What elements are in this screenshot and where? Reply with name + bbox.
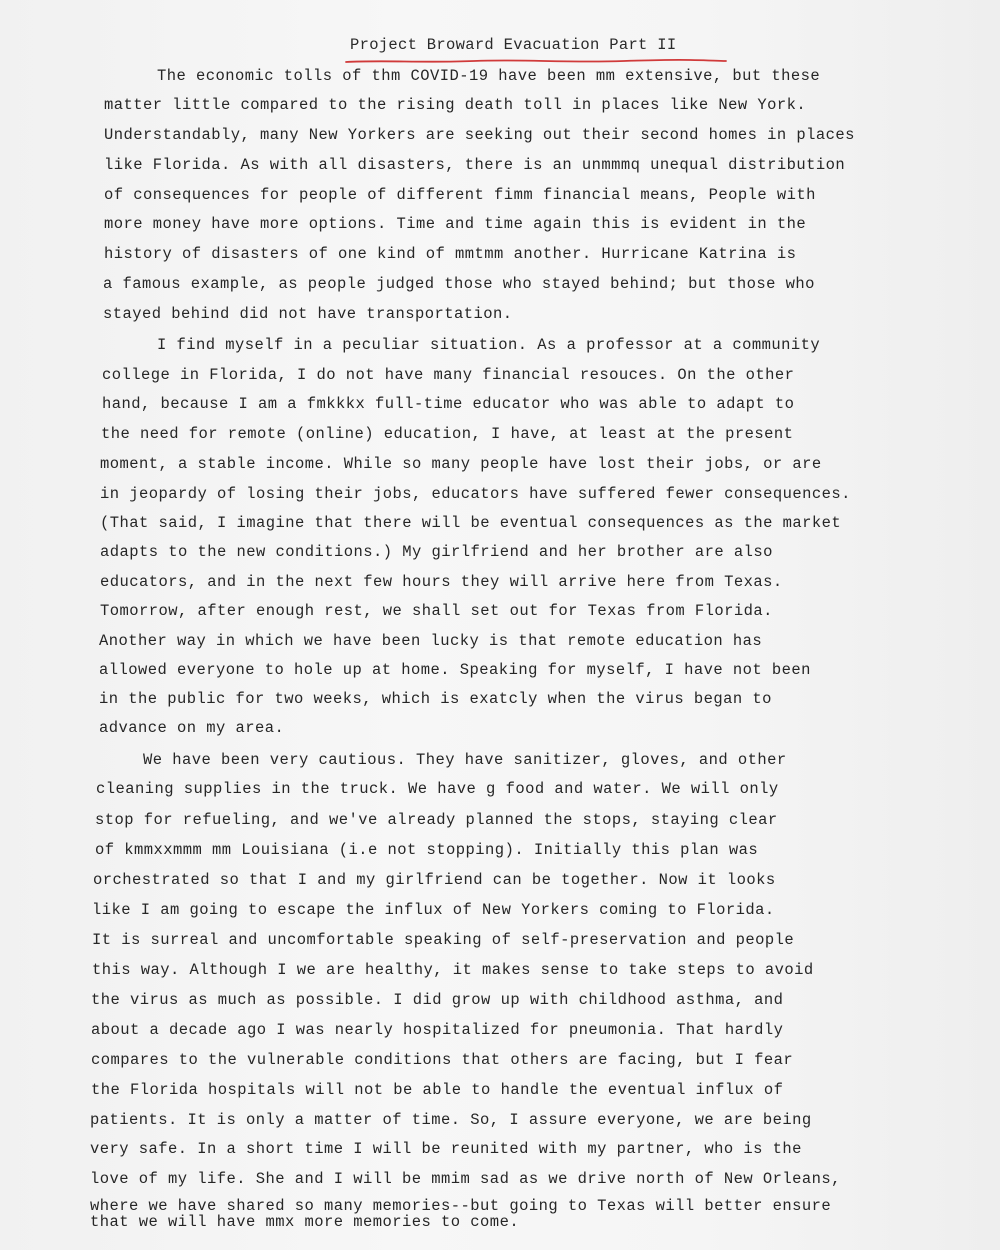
body-line: the Florida hospitals will not be able to handle the eventual influx of [91,1081,784,1099]
body-line: about a decade ago I was nearly hospitalized for pneumonia. That hardly [91,1021,784,1039]
body-line: Understandably, many New Yorkers are seeking out their second homes in places [104,126,855,144]
body-line: adapts to the new conditions.) My girlfriend and her brother are also [100,543,773,561]
body-line: like I am going to escape the influx of New Yorkers coming to Florida. [92,901,775,919]
body-line: in the public for two weeks, which is exatcly when the virus began to [99,690,772,708]
body-line: It is surreal and uncomfortable speaking of self-preservation and people [92,931,795,949]
body-line: patients. It is only a matter of time. So, I assure everyone, we are being [90,1111,812,1129]
body-line: Another way in which we have been lucky is that remote education has [99,632,763,650]
body-line: of consequences for people of different fimm financial means, People with [104,186,816,204]
document-title: Project Broward Evacuation Part II [350,36,677,54]
body-line: stayed behind did not have transportation. [103,305,513,323]
body-line: a famous example, as people judged those who stayed behind; but those who [103,275,815,293]
body-line: stop for refueling, and we've already planned the stops, staying clear [95,811,778,829]
body-line: Tomorrow, after enough rest, we shall set out for Texas from Florida. [100,602,773,620]
body-line: more money have more options. Time and time again this is evident in the [104,215,807,233]
body-line: the need for remote (online) education, I have, at least at the present [101,425,794,443]
body-line: We have been very cautious. They have sanitizer, gloves, and other [143,751,787,769]
body-line: that we will have mmx more memories to come. [90,1213,520,1231]
body-line: love of my life. She and I will be mmim sad as we drive north of New Orleans, [90,1170,841,1188]
body-line: in jeopardy of losing their jobs, educators have suffered fewer consequences. [100,485,851,503]
body-line: where we have shared so many memories--but going to Texas will better ensure [90,1197,832,1215]
body-line: educators, and in the next few hours they will arrive here from Texas. [100,573,783,591]
body-line: orchestrated so that I and my girlfriend can be together. Now it looks [93,871,776,889]
body-line: moment, a stable income. While so many people have lost their jobs, or are [100,455,822,473]
body-line: history of disasters of one kind of mmtmm another. Hurricane Katrina is [104,245,797,263]
body-line: hand, because I am a fmkkkx full-time educator who was able to adapt to [102,395,795,413]
body-line: this way. Although I we are healthy, it makes sense to take steps to avoid [92,961,814,979]
body-line: college in Florida, I do not have many financial resouces. On the other [102,366,795,384]
body-line: advance on my area. [99,719,285,737]
body-line: very safe. In a short time I will be reunited with my partner, who is the [90,1140,802,1158]
body-line: the virus as much as possible. I did grow up with childhood asthma, and [91,991,784,1009]
body-line: compares to the vulnerable conditions that others are facing, but I fear [91,1051,794,1069]
body-line: (That said, I imagine that there will be eventual consequences as the market [100,514,842,532]
body-line: of kmmxxmmm mm Louisiana (i.e not stopping). Initially this plan was [95,841,759,859]
body-line: cleaning supplies in the truck. We have g food and water. We will only [96,780,779,798]
body-line: allowed everyone to hole up at home. Speaking for myself, I have not been [99,661,811,679]
body-line: like Florida. As with all disasters, there is an unmmmq unequal distribution [104,156,846,174]
body-line: I find myself in a peculiar situation. As a professor at a community [157,336,821,354]
body-line: matter little compared to the rising death toll in places like New York. [104,96,807,114]
body-line: The economic tolls of thm COVID-19 have been mm extensive, but these [157,67,821,85]
